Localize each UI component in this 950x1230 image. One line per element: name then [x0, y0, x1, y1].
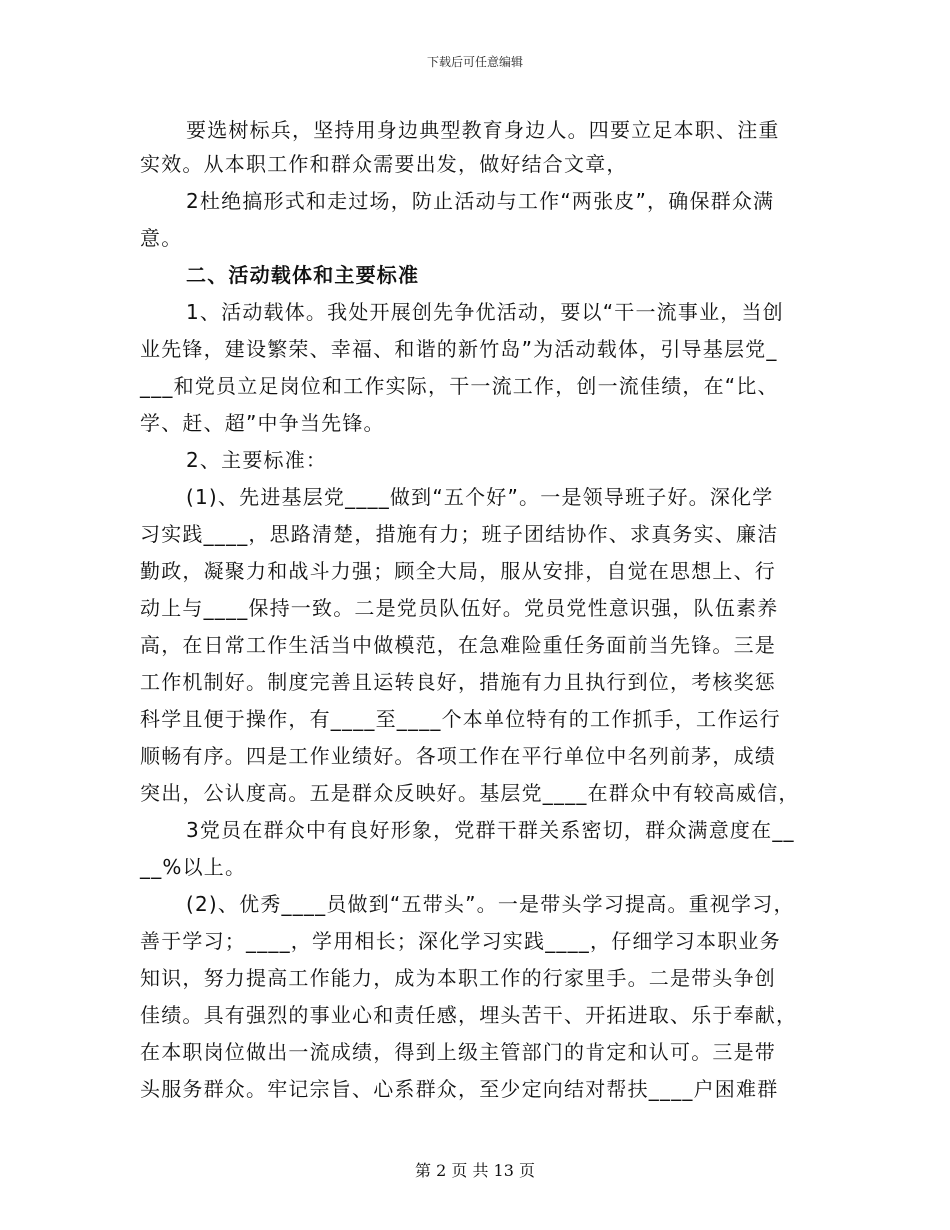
- section-heading: 二、活动载体和主要标准: [186, 263, 420, 287]
- body-line: 1、活动载体。我处开展创先争优活动，要以“干一流事业，当创: [186, 300, 784, 324]
- body-line: 实效。从本职工作和群众需要出发，做好结合文章，: [140, 152, 628, 176]
- body-line: 在本职岗位做出一流成绩，得到上级主管部门的肯定和认可。三是带: [140, 1040, 776, 1064]
- body-line: 突出，公认度高。五是群众反映好。基层党____在群众中有较高威信，: [140, 781, 800, 805]
- page-footer: 第 2 页 共 13 页: [415, 1161, 535, 1180]
- body-line: 工作机制好。制度完善且运转良好，措施有力且执行到位，考核奖惩: [140, 670, 776, 694]
- body-line: 佳绩。具有强烈的事业心和责任感，埋头苦干、开拓进取、乐于奉献，: [140, 1003, 798, 1027]
- body-line: 顺畅有序。四是工作业绩好。各项工作在平行单位中名列前茅，成绩: [140, 744, 776, 768]
- body-line: 3党员在群众中有良好形象，党群干群关系密切，群众满意度在__: [186, 818, 795, 842]
- body-line: 头服务群众。牢记宗旨、心系群众，至少定向结对帮扶____户困难群: [140, 1077, 779, 1101]
- body-line: (1)、先进基层党____做到“五个好”。一是领导班子好。深化学: [186, 485, 774, 509]
- body-line: 知识，努力提高工作能力，成为本职工作的行家里手。二是带头争创: [140, 966, 776, 990]
- body-line: __%以上。: [140, 855, 247, 879]
- page-header: 下载后可任意编辑: [426, 55, 523, 69]
- body-line: 学、赶、超”中争当先锋。: [140, 411, 385, 435]
- body-line: 要选树标兵，坚持用身边典型教育身边人。四要立足本职、注重: [186, 118, 780, 142]
- body-line: 科学且便于操作，有____至____个本单位特有的工作抓手，工作运行: [140, 707, 781, 731]
- body-line: 2杜绝搞形式和走过场，防止活动与工作“两张皮”，确保群众满: [186, 189, 775, 213]
- body-line: 意。: [140, 226, 183, 250]
- body-line: 高，在日常工作生活当中做模范，在急难险重任务面前当先锋。三是: [140, 633, 776, 657]
- body-line: 业先锋，建设繁荣、幸福、和谐的新竹岛”为活动载体，引导基层党_: [140, 337, 778, 361]
- body-line: 习实践____，思路清楚，措施有力；班子团结协作、求真务实、廉洁: [140, 522, 779, 546]
- body-line: ___和党员立足岗位和工作实际，干一流工作，创一流佳绩，在“比、: [140, 374, 779, 398]
- body-line: (2)、优秀____员做到“五带头”。一是带头学习提高。重视学习，: [186, 892, 795, 916]
- body-line: 2、主要标准：: [186, 448, 328, 472]
- body-line: 动上与____保持一致。二是党员队伍好。党员党性意识强，队伍素养: [140, 596, 779, 620]
- body-line: 善于学习；____，学用相长；深化学习实践____，仔细学习本职业务: [140, 929, 781, 953]
- body-line: 勤政，凝聚力和战斗力强；顾全大局，服从安排，自觉在思想上、行: [140, 559, 776, 583]
